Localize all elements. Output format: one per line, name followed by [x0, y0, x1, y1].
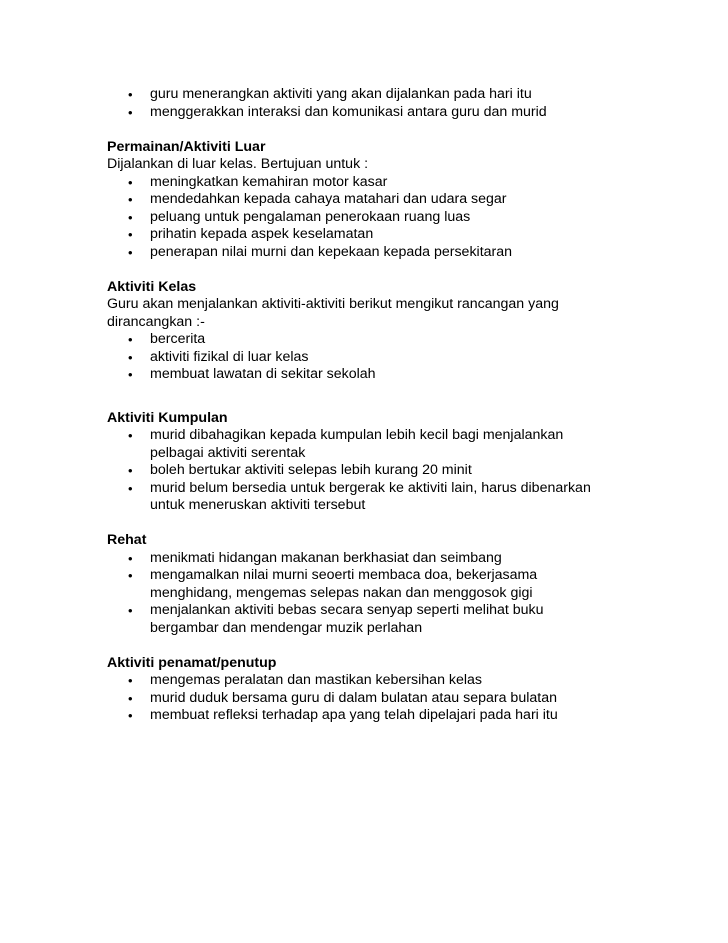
- list-item: [107, 707, 707, 725]
- bullet-icon: •: [128, 568, 133, 583]
- bullet-icon: •: [128, 463, 133, 478]
- list-item-text: menggerakkan interaksi dan komunikasi antara guru dan murid: [150, 103, 547, 120]
- bullet-icon: •: [128, 673, 133, 688]
- bullet-list: [107, 672, 707, 725]
- section-aktiviti-penamat: [107, 655, 707, 725]
- bullet-icon: •: [128, 690, 133, 706]
- list-item-text: murid dibahagikan kepada kumpulan lebih kecil bagi menjalankan pelbagai aktiviti serentak: [150, 427, 564, 461]
- list-item: [107, 427, 590, 462]
- list-item-text: aktiviti fizikal di luar kelas: [150, 348, 309, 365]
- list-item-text: boleh bertukar aktiviti selepas lebih kurang 20 minit: [150, 462, 472, 478]
- bullet-icon: •: [128, 104, 133, 120]
- bullet-icon: •: [128, 603, 133, 618]
- section-heading: Aktiviti Kumpulan: [107, 409, 228, 426]
- section-heading: Aktiviti penamat/penutup: [107, 654, 277, 671]
- bullet-icon: •: [128, 428, 133, 443]
- list-item: [107, 209, 707, 227]
- list-item-text: membuat refleksi terhadap apa yang telah dipelajari pada hari itu: [150, 707, 558, 723]
- list-item: [107, 244, 707, 262]
- bullet-icon: •: [128, 480, 133, 496]
- list-item: [107, 366, 707, 384]
- section-heading: Aktiviti Kelas: [107, 278, 197, 295]
- bullet-icon: •: [128, 550, 133, 566]
- bullet-icon: •: [128, 174, 133, 190]
- list-item: [107, 690, 707, 708]
- list-item-text: menjalankan aktiviti bebas secara senyap seperti melihat buku bergambar dan mendengar muzik perlahan: [150, 602, 544, 636]
- list-item: [107, 349, 707, 367]
- document-body: [107, 86, 707, 725]
- section-rehat: [107, 532, 707, 637]
- list-item-text: membuat lawatan di sekitar sekolah: [150, 366, 376, 382]
- bullet-icon: •: [128, 708, 133, 723]
- bullet-icon: •: [128, 87, 133, 102]
- list-item: [107, 86, 707, 104]
- list-item: [107, 672, 707, 690]
- section-continuation: [107, 86, 707, 121]
- bullet-list: [107, 86, 707, 121]
- bullet-icon: •: [128, 192, 133, 207]
- bullet-list: [107, 550, 707, 638]
- list-item-text: mengemas peralatan dan mastikan kebersihan kelas: [150, 672, 483, 688]
- list-item-text: prihatin kepada aspek keselamatan: [150, 226, 374, 242]
- list-item-text: guru menerangkan aktiviti yang akan dijalankan pada hari itu: [150, 86, 532, 102]
- section-permainan-aktiviti-luar: [107, 139, 707, 262]
- section-intro: Guru akan menjalankan aktiviti-aktiviti berikut mengikut rancangan yang dirancangkan :-: [107, 296, 559, 330]
- list-item-text: mengamalkan nilai murni seoerti membaca doa, bekerjasama menghidang, mengemas selepas nakan dan menggosok gigi: [150, 567, 538, 601]
- list-item: [107, 331, 707, 349]
- bullet-icon: •: [128, 209, 133, 225]
- bullet-icon: •: [128, 367, 133, 382]
- bullet-list: [107, 331, 707, 384]
- list-item: [107, 550, 707, 568]
- list-item-text: bercerita: [150, 331, 206, 347]
- list-item-text: murid duduk bersama guru di dalam bulatan atau separa bulatan: [150, 689, 557, 706]
- list-item: [107, 602, 600, 637]
- list-item: [107, 226, 707, 244]
- bullet-list: [107, 427, 707, 515]
- list-item: [107, 480, 620, 515]
- list-item-text: menikmati hidangan makanan berkhasiat dan seimbang: [150, 549, 502, 566]
- list-item-text: peluang untuk pengalaman penerokaan ruang luas: [150, 208, 471, 225]
- section-heading: Permainan/Aktiviti Luar: [107, 138, 266, 155]
- section-heading: Rehat: [107, 532, 147, 548]
- list-item: [107, 174, 707, 192]
- bullet-list: [107, 174, 707, 262]
- list-item: [107, 567, 600, 602]
- list-item-text: meningkatkan kemahiran motor kasar: [150, 173, 388, 190]
- bullet-icon: •: [128, 332, 133, 347]
- bullet-icon: •: [128, 244, 133, 260]
- section-aktiviti-kelas: [107, 279, 707, 384]
- bullet-icon: •: [128, 349, 133, 365]
- list-item: [107, 462, 707, 480]
- list-item: [107, 191, 707, 209]
- section-intro: Dijalankan di luar kelas. Bertujuan untuk :: [107, 156, 369, 172]
- bullet-icon: •: [128, 227, 133, 242]
- list-item-text: penerapan nilai murni dan kepekaan kepada persekitaran: [150, 243, 513, 260]
- list-item-text: murid belum bersedia untuk bergerak ke aktiviti lain, harus dibenarkan untuk meneruskan aktiviti tersebut: [150, 479, 591, 513]
- list-item: [107, 104, 707, 122]
- list-item-text: mendedahkan kepada cahaya matahari dan udara segar: [150, 191, 507, 207]
- section-aktiviti-kumpulan: [107, 410, 707, 515]
